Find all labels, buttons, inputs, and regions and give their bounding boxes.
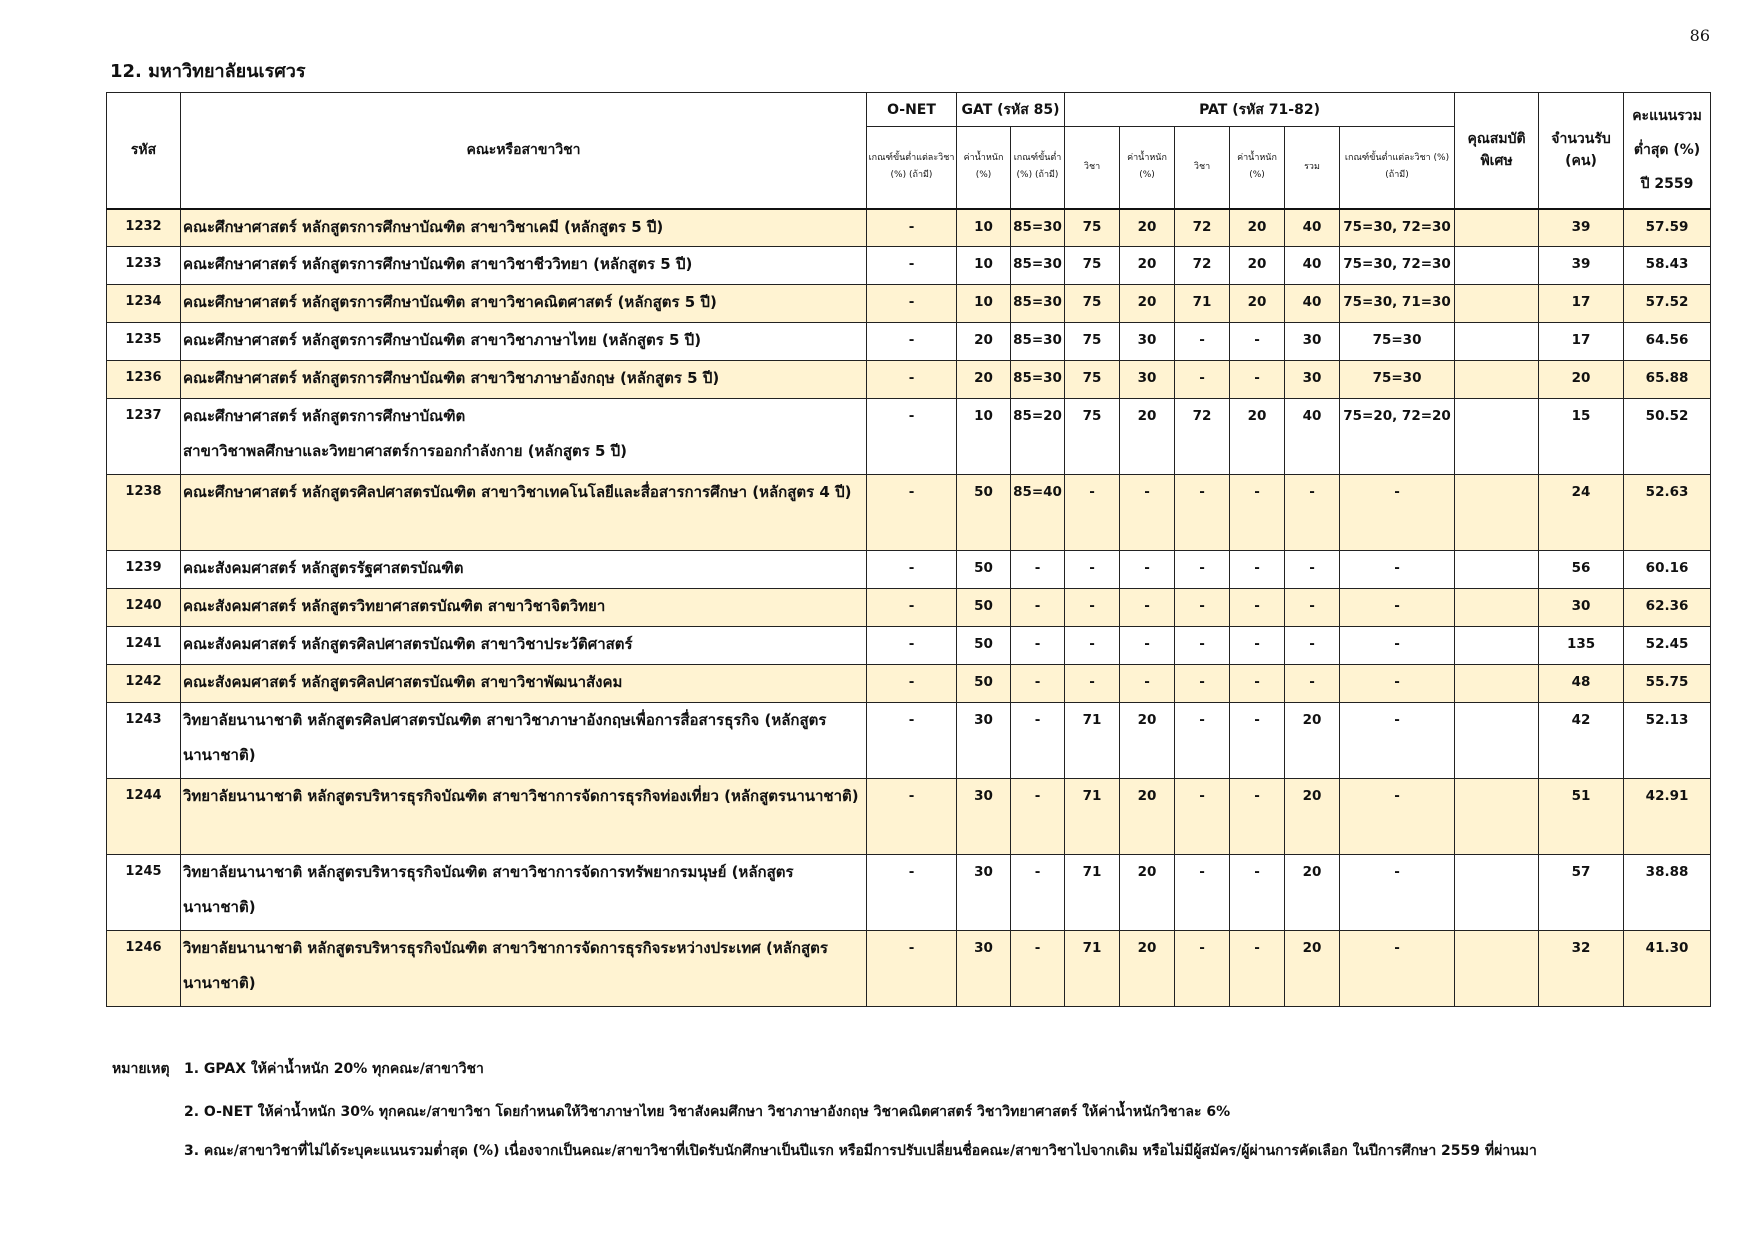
- table-row: [107, 475, 1711, 551]
- cell-pat-weight-1: 20: [1120, 779, 1175, 855]
- cell-pat-min: -: [1340, 551, 1455, 589]
- cell-gat-weight: 20: [957, 361, 1011, 399]
- cell-pat-subject-2: -: [1175, 779, 1230, 855]
- cell-pat-weight-1: 20: [1120, 855, 1175, 931]
- cell-pat-weight-2: -: [1230, 703, 1285, 779]
- faculty-line-1: คณะศึกษาศาสตร์ หลักสูตรการศึกษาบัณฑิต: [183, 407, 466, 425]
- cell-min-score: 58.43: [1624, 247, 1711, 285]
- cell-pat-weight-2: -: [1230, 475, 1285, 551]
- cell-special: [1455, 665, 1539, 703]
- cell-faculty: [181, 247, 867, 285]
- cell-pat-total: 20: [1285, 931, 1340, 1007]
- cell-min-score: 50.52: [1624, 399, 1711, 475]
- cell-gat-weight: 10: [957, 247, 1011, 285]
- faculty-line-1: คณะศึกษาศาสตร์ หลักสูตรการศึกษาบัณฑิต สาขาวิชาภาษาอังกฤษ (หลักสูตร 5 ปี): [183, 369, 720, 387]
- table-row: [107, 703, 1711, 779]
- faculty-line-1: คณะศึกษาศาสตร์ หลักสูตรการศึกษาบัณฑิต สาขาวิชาชีววิทยา (หลักสูตร 5 ปี): [183, 255, 693, 273]
- cell-gat-min: 85=30: [1011, 247, 1065, 285]
- cell-pat-min: -: [1340, 665, 1455, 703]
- cell-onet-min: -: [867, 209, 957, 247]
- cell-pat-weight-1: 20: [1120, 703, 1175, 779]
- faculty-line-2: นานาชาติ): [183, 974, 256, 992]
- cell-min-score: 52.45: [1624, 627, 1711, 665]
- cell-pat-weight-1: 20: [1120, 285, 1175, 323]
- cell-pat-weight-1: 30: [1120, 361, 1175, 399]
- cell-min-score: 38.88: [1624, 855, 1711, 931]
- cell-pat-total: 20: [1285, 855, 1340, 931]
- header-code: รหัส: [107, 93, 181, 209]
- cell-pat-subject-2: 71: [1175, 285, 1230, 323]
- cell-pat-subject-2: 72: [1175, 399, 1230, 475]
- cell-pat-total: 20: [1285, 779, 1340, 855]
- cell-pat-subject-1: 71: [1065, 703, 1120, 779]
- cell-code: 1241: [107, 627, 181, 665]
- cell-code: 1243: [107, 703, 181, 779]
- admission-table: [106, 92, 1711, 1007]
- cell-pat-weight-2: -: [1230, 589, 1285, 627]
- cell-pat-subject-1: -: [1065, 665, 1120, 703]
- cell-special: [1455, 247, 1539, 285]
- cell-quota: 39: [1539, 209, 1624, 247]
- cell-code: 1239: [107, 551, 181, 589]
- faculty-line-1: วิทยาลัยนานาชาติ หลักสูตรบริหารธุรกิจบัณฑิต สาขาวิชาการจัดการธุรกิจระหว่างประเทศ (หลักสูตร: [183, 939, 828, 957]
- faculty-line-1: วิทยาลัยนานาชาติ หลักสูตรบริหารธุรกิจบัณฑิต สาขาวิชาการจัดการธุรกิจท่องเที่ยว (หลักสูตรนานาชาติ): [183, 787, 859, 805]
- cell-gat-min: 85=30: [1011, 285, 1065, 323]
- faculty-line-1: คณะศึกษาศาสตร์ หลักสูตรศิลปศาสตรบัณฑิต สาขาวิชาเทคโนโลยีและสื่อสารการศึกษา (หลักสูตร 4 ปี): [183, 483, 852, 501]
- cell-pat-weight-1: 20: [1120, 399, 1175, 475]
- cell-min-score: 62.36: [1624, 589, 1711, 627]
- cell-quota: 42: [1539, 703, 1624, 779]
- cell-pat-total: 20: [1285, 703, 1340, 779]
- cell-quota: 17: [1539, 285, 1624, 323]
- section-title: 12. มหาวิทยาลัยนเรศวร: [110, 61, 306, 82]
- cell-pat-weight-2: -: [1230, 931, 1285, 1007]
- cell-pat-weight-2: -: [1230, 665, 1285, 703]
- notes-label: หมายเหตุ: [112, 1061, 170, 1077]
- cell-pat-subject-2: -: [1175, 703, 1230, 779]
- cell-pat-subject-2: -: [1175, 627, 1230, 665]
- cell-pat-weight-2: -: [1230, 361, 1285, 399]
- cell-pat-min: -: [1340, 627, 1455, 665]
- cell-pat-weight-2: -: [1230, 855, 1285, 931]
- faculty-line-1: คณะศึกษาศาสตร์ หลักสูตรการศึกษาบัณฑิต สาขาวิชาคณิตศาสตร์ (หลักสูตร 5 ปี): [183, 293, 717, 311]
- cell-pat-total: 40: [1285, 247, 1340, 285]
- cell-min-score: 60.16: [1624, 551, 1711, 589]
- faculty-line-1: คณะสังคมศาสตร์ หลักสูตรศิลปศาสตรบัณฑิต สาขาวิชาพัฒนาสังคม: [183, 673, 623, 691]
- cell-faculty: [181, 399, 867, 475]
- header-pat-subject-2: วิชา: [1175, 127, 1230, 209]
- cell-onet-min: -: [867, 627, 957, 665]
- cell-min-score: 57.59: [1624, 209, 1711, 247]
- cell-onet-min: -: [867, 551, 957, 589]
- cell-quota: 32: [1539, 931, 1624, 1007]
- cell-special: [1455, 323, 1539, 361]
- cell-pat-min: 75=20, 72=20: [1340, 399, 1455, 475]
- cell-quota: 56: [1539, 551, 1624, 589]
- header-onet-min: เกณฑ์ขั้นต่ำแต่ละวิชา (%) (ถ้ามี): [867, 127, 957, 209]
- cell-pat-min: -: [1340, 931, 1455, 1007]
- cell-pat-total: -: [1285, 627, 1340, 665]
- cell-onet-min: -: [867, 703, 957, 779]
- cell-pat-subject-1: 75: [1065, 399, 1120, 475]
- page-number: 86: [1689, 26, 1710, 45]
- cell-quota: 24: [1539, 475, 1624, 551]
- header-onet: O-NET: [867, 93, 957, 127]
- cell-gat-min: -: [1011, 703, 1065, 779]
- header-pat-weight-1: ค่าน้ำหนัก (%): [1120, 127, 1175, 209]
- cell-quota: 17: [1539, 323, 1624, 361]
- table-row: [107, 361, 1711, 399]
- cell-pat-total: 40: [1285, 285, 1340, 323]
- cell-pat-weight-2: -: [1230, 627, 1285, 665]
- cell-quota: 135: [1539, 627, 1624, 665]
- cell-min-score: 55.75: [1624, 665, 1711, 703]
- cell-gat-min: 85=30: [1011, 361, 1065, 399]
- table-row: [107, 779, 1711, 855]
- table-row: [107, 285, 1711, 323]
- cell-code: 1235: [107, 323, 181, 361]
- cell-min-score: 64.56: [1624, 323, 1711, 361]
- cell-gat-min: -: [1011, 551, 1065, 589]
- cell-gat-min: -: [1011, 779, 1065, 855]
- cell-gat-weight: 50: [957, 589, 1011, 627]
- cell-pat-subject-2: -: [1175, 589, 1230, 627]
- cell-gat-weight: 10: [957, 209, 1011, 247]
- cell-gat-weight: 30: [957, 931, 1011, 1007]
- cell-pat-weight-1: -: [1120, 475, 1175, 551]
- cell-pat-total: -: [1285, 589, 1340, 627]
- note-line-3: 3. คณะ/สาขาวิชาที่ไม่ได้ระบุคะแนนรวมต่ำสุด (%) เนื่องจากเป็นคณะ/สาขาวิชาที่เปิดรับนักศึกษาเป็นปีแรก หรือมีการปรับเปลี่ยนชื่อคณะ/สาขาวิชาไปจากเดิม หรือไม่มีผู้สมัคร/ผู้ผ่านการคัดเลือก ในปีการศึกษา 2559 ที่ผ่านมา: [184, 1143, 1537, 1159]
- cell-special: [1455, 551, 1539, 589]
- cell-pat-min: -: [1340, 589, 1455, 627]
- cell-gat-weight: 30: [957, 703, 1011, 779]
- header-pat-min: เกณฑ์ขั้นต่ำแต่ละวิชา (%) (ถ้ามี): [1340, 127, 1455, 209]
- cell-gat-min: 85=30: [1011, 323, 1065, 361]
- cell-gat-weight: 50: [957, 627, 1011, 665]
- cell-faculty: [181, 703, 867, 779]
- cell-pat-subject-1: 75: [1065, 247, 1120, 285]
- cell-special: [1455, 931, 1539, 1007]
- cell-special: [1455, 361, 1539, 399]
- header-quota: จำนวนรับ (คน): [1539, 93, 1624, 209]
- cell-quota: 48: [1539, 665, 1624, 703]
- cell-pat-subject-2: -: [1175, 665, 1230, 703]
- faculty-line-2: นานาชาติ): [183, 746, 256, 764]
- table-row: [107, 247, 1711, 285]
- table-row: [107, 665, 1711, 703]
- faculty-line-1: คณะศึกษาศาสตร์ หลักสูตรการศึกษาบัณฑิต สาขาวิชาเคมี (หลักสูตร 5 ปี): [183, 217, 664, 236]
- cell-special: [1455, 855, 1539, 931]
- faculty-line-2: สาขาวิชาพลศึกษาและวิทยาศาสตร์การออกกำลังกาย (หลักสูตร 5 ปี): [183, 442, 628, 460]
- cell-code: 1244: [107, 779, 181, 855]
- faculty-line-1: คณะสังคมศาสตร์ หลักสูตรศิลปศาสตรบัณฑิต สาขาวิชาประวัติศาสตร์: [183, 635, 633, 653]
- cell-min-score: 41.30: [1624, 931, 1711, 1007]
- cell-pat-weight-1: 20: [1120, 209, 1175, 247]
- cell-onet-min: -: [867, 323, 957, 361]
- cell-special: [1455, 589, 1539, 627]
- cell-pat-weight-2: -: [1230, 323, 1285, 361]
- cell-pat-subject-1: -: [1065, 627, 1120, 665]
- cell-pat-subject-1: 75: [1065, 209, 1120, 247]
- cell-faculty: [181, 589, 867, 627]
- cell-pat-min: 75=30: [1340, 361, 1455, 399]
- faculty-line-1: คณะศึกษาศาสตร์ หลักสูตรการศึกษาบัณฑิต สาขาวิชาภาษาไทย (หลักสูตร 5 ปี): [183, 331, 702, 349]
- header-min-score: คะแนนรวม ต่ำสุด (%) ปี 2559: [1624, 93, 1711, 209]
- faculty-line-1: วิทยาลัยนานาชาติ หลักสูตรศิลปศาสตรบัณฑิต สาขาวิชาภาษาอังกฤษเพื่อการสื่อสารธุรกิจ (หลักสูตร: [183, 711, 827, 729]
- cell-faculty: [181, 931, 867, 1007]
- cell-faculty: [181, 855, 867, 931]
- cell-pat-weight-1: -: [1120, 627, 1175, 665]
- cell-pat-weight-2: 20: [1230, 399, 1285, 475]
- cell-gat-weight: 50: [957, 551, 1011, 589]
- cell-code: 1237: [107, 399, 181, 475]
- cell-faculty: [181, 209, 867, 247]
- cell-pat-min: -: [1340, 855, 1455, 931]
- faculty-line-1: วิทยาลัยนานาชาติ หลักสูตรบริหารธุรกิจบัณฑิต สาขาวิชาการจัดการทรัพยากรมนุษย์ (หลักสูตรนานาชาติ): [183, 863, 794, 916]
- cell-pat-subject-2: -: [1175, 361, 1230, 399]
- faculty-line-1: คณะสังคมศาสตร์ หลักสูตรรัฐศาสตรบัณฑิต: [183, 559, 464, 577]
- cell-quota: 15: [1539, 399, 1624, 475]
- cell-pat-weight-2: 20: [1230, 285, 1285, 323]
- cell-faculty: [181, 665, 867, 703]
- cell-code: 1233: [107, 247, 181, 285]
- cell-quota: 20: [1539, 361, 1624, 399]
- cell-pat-subject-2: -: [1175, 475, 1230, 551]
- cell-code: 1245: [107, 855, 181, 931]
- cell-pat-weight-1: 20: [1120, 931, 1175, 1007]
- cell-min-score: 57.52: [1624, 285, 1711, 323]
- cell-gat-min: -: [1011, 665, 1065, 703]
- cell-pat-total: 40: [1285, 399, 1340, 475]
- cell-pat-total: -: [1285, 475, 1340, 551]
- cell-gat-weight: 10: [957, 285, 1011, 323]
- note-line-1: 1. GPAX ให้ค่าน้ำหนัก 20% ทุกคณะ/สาขาวิชา: [184, 1061, 484, 1077]
- cell-gat-weight: 10: [957, 399, 1011, 475]
- cell-quota: 51: [1539, 779, 1624, 855]
- cell-pat-subject-2: 72: [1175, 209, 1230, 247]
- cell-pat-weight-1: -: [1120, 665, 1175, 703]
- cell-faculty: [181, 627, 867, 665]
- cell-faculty: [181, 361, 867, 399]
- cell-pat-subject-1: 75: [1065, 361, 1120, 399]
- cell-pat-min: 75=30, 72=30: [1340, 209, 1455, 247]
- cell-gat-min: -: [1011, 931, 1065, 1007]
- cell-gat-weight: 50: [957, 475, 1011, 551]
- cell-gat-weight: 50: [957, 665, 1011, 703]
- cell-min-score: 52.63: [1624, 475, 1711, 551]
- header-pat: PAT (รหัส 71-82): [1065, 93, 1455, 127]
- cell-gat-min: -: [1011, 589, 1065, 627]
- cell-onet-min: -: [867, 855, 957, 931]
- header-special: คุณสมบัติ พิเศษ: [1455, 93, 1539, 209]
- cell-code: 1240: [107, 589, 181, 627]
- cell-pat-subject-1: 71: [1065, 779, 1120, 855]
- header-faculty: คณะหรือสาขาวิชา: [181, 93, 867, 209]
- cell-min-score: 42.91: [1624, 779, 1711, 855]
- table-row: [107, 589, 1711, 627]
- cell-code: 1242: [107, 665, 181, 703]
- cell-gat-min: -: [1011, 855, 1065, 931]
- table-row: [107, 209, 1711, 247]
- cell-special: [1455, 209, 1539, 247]
- cell-pat-subject-2: -: [1175, 931, 1230, 1007]
- cell-gat-min: 85=30: [1011, 209, 1065, 247]
- header-pat-subject-1: วิชา: [1065, 127, 1120, 209]
- cell-gat-weight: 30: [957, 779, 1011, 855]
- table-row: [107, 627, 1711, 665]
- cell-gat-weight: 20: [957, 323, 1011, 361]
- header-gat: GAT (รหัส 85): [957, 93, 1065, 127]
- cell-pat-weight-2: 20: [1230, 209, 1285, 247]
- cell-pat-total: 30: [1285, 361, 1340, 399]
- cell-gat-min: 85=20: [1011, 399, 1065, 475]
- cell-special: [1455, 285, 1539, 323]
- note-line-2: 2. O-NET ให้ค่าน้ำหนัก 30% ทุกคณะ/สาขาวิชา โดยกำหนดให้วิชาภาษาไทย วิชาสังคมศึกษา วิชาภาษาอังกฤษ วิชาคณิตศาสตร์ วิชาวิทยาศาสตร์ ให้ค่าน้ำหนักวิชาละ 6%: [184, 1104, 1231, 1120]
- cell-onet-min: -: [867, 665, 957, 703]
- cell-pat-subject-1: -: [1065, 551, 1120, 589]
- cell-quota: 57: [1539, 855, 1624, 931]
- cell-onet-min: -: [867, 779, 957, 855]
- cell-special: [1455, 399, 1539, 475]
- cell-pat-min: -: [1340, 475, 1455, 551]
- cell-pat-min: -: [1340, 703, 1455, 779]
- cell-faculty: [181, 285, 867, 323]
- cell-pat-min: -: [1340, 779, 1455, 855]
- cell-pat-subject-1: 71: [1065, 855, 1120, 931]
- cell-pat-min: 75=30, 71=30: [1340, 285, 1455, 323]
- table-row: [107, 399, 1711, 475]
- table-row: [107, 323, 1711, 361]
- cell-pat-total: 40: [1285, 209, 1340, 247]
- cell-quota: 39: [1539, 247, 1624, 285]
- cell-onet-min: -: [867, 285, 957, 323]
- cell-pat-weight-1: 30: [1120, 323, 1175, 361]
- cell-faculty: [181, 323, 867, 361]
- cell-faculty: [181, 475, 867, 551]
- header-gat-weight: ค่าน้ำหนัก (%): [957, 127, 1011, 209]
- faculty-line-1: คณะสังคมศาสตร์ หลักสูตรวิทยาศาสตรบัณฑิต สาขาวิชาจิตวิทยา: [183, 597, 606, 615]
- cell-pat-subject-1: -: [1065, 475, 1120, 551]
- cell-onet-min: -: [867, 247, 957, 285]
- cell-special: [1455, 779, 1539, 855]
- cell-pat-min: 75=30, 72=30: [1340, 247, 1455, 285]
- cell-pat-subject-1: -: [1065, 589, 1120, 627]
- cell-pat-weight-1: -: [1120, 589, 1175, 627]
- cell-pat-subject-1: 75: [1065, 285, 1120, 323]
- cell-special: [1455, 475, 1539, 551]
- cell-special: [1455, 627, 1539, 665]
- cell-pat-weight-1: -: [1120, 551, 1175, 589]
- table-row: [107, 855, 1711, 931]
- cell-code: 1236: [107, 361, 181, 399]
- cell-onet-min: -: [867, 361, 957, 399]
- cell-min-score: 65.88: [1624, 361, 1711, 399]
- cell-pat-total: -: [1285, 551, 1340, 589]
- cell-quota: 30: [1539, 589, 1624, 627]
- cell-faculty: [181, 779, 867, 855]
- cell-pat-weight-2: -: [1230, 779, 1285, 855]
- cell-min-score: 52.13: [1624, 703, 1711, 779]
- cell-code: 1246: [107, 931, 181, 1007]
- cell-pat-subject-1: 71: [1065, 931, 1120, 1007]
- cell-pat-subject-2: -: [1175, 855, 1230, 931]
- cell-pat-subject-2: 72: [1175, 247, 1230, 285]
- cell-pat-total: 30: [1285, 323, 1340, 361]
- cell-code: 1238: [107, 475, 181, 551]
- cell-pat-subject-2: -: [1175, 323, 1230, 361]
- table-row: [107, 931, 1711, 1007]
- cell-special: [1455, 703, 1539, 779]
- cell-gat-min: 85=40: [1011, 475, 1065, 551]
- cell-gat-weight: 30: [957, 855, 1011, 931]
- cell-pat-weight-2: -: [1230, 551, 1285, 589]
- cell-onet-min: -: [867, 399, 957, 475]
- table-row: [107, 551, 1711, 589]
- header-gat-min: เกณฑ์ขั้นต่ำ (%) (ถ้ามี): [1011, 127, 1065, 209]
- cell-onet-min: -: [867, 475, 957, 551]
- cell-pat-subject-1: 75: [1065, 323, 1120, 361]
- cell-pat-min: 75=30: [1340, 323, 1455, 361]
- header-pat-total: รวม: [1285, 127, 1340, 209]
- cell-pat-total: -: [1285, 665, 1340, 703]
- cell-onet-min: -: [867, 931, 957, 1007]
- header-pat-weight-2: ค่าน้ำหนัก (%): [1230, 127, 1285, 209]
- cell-gat-min: -: [1011, 627, 1065, 665]
- cell-pat-weight-2: 20: [1230, 247, 1285, 285]
- cell-onet-min: -: [867, 589, 957, 627]
- cell-faculty: [181, 551, 867, 589]
- cell-pat-weight-1: 20: [1120, 247, 1175, 285]
- cell-code: 1234: [107, 285, 181, 323]
- cell-code: 1232: [107, 209, 181, 247]
- cell-pat-subject-2: -: [1175, 551, 1230, 589]
